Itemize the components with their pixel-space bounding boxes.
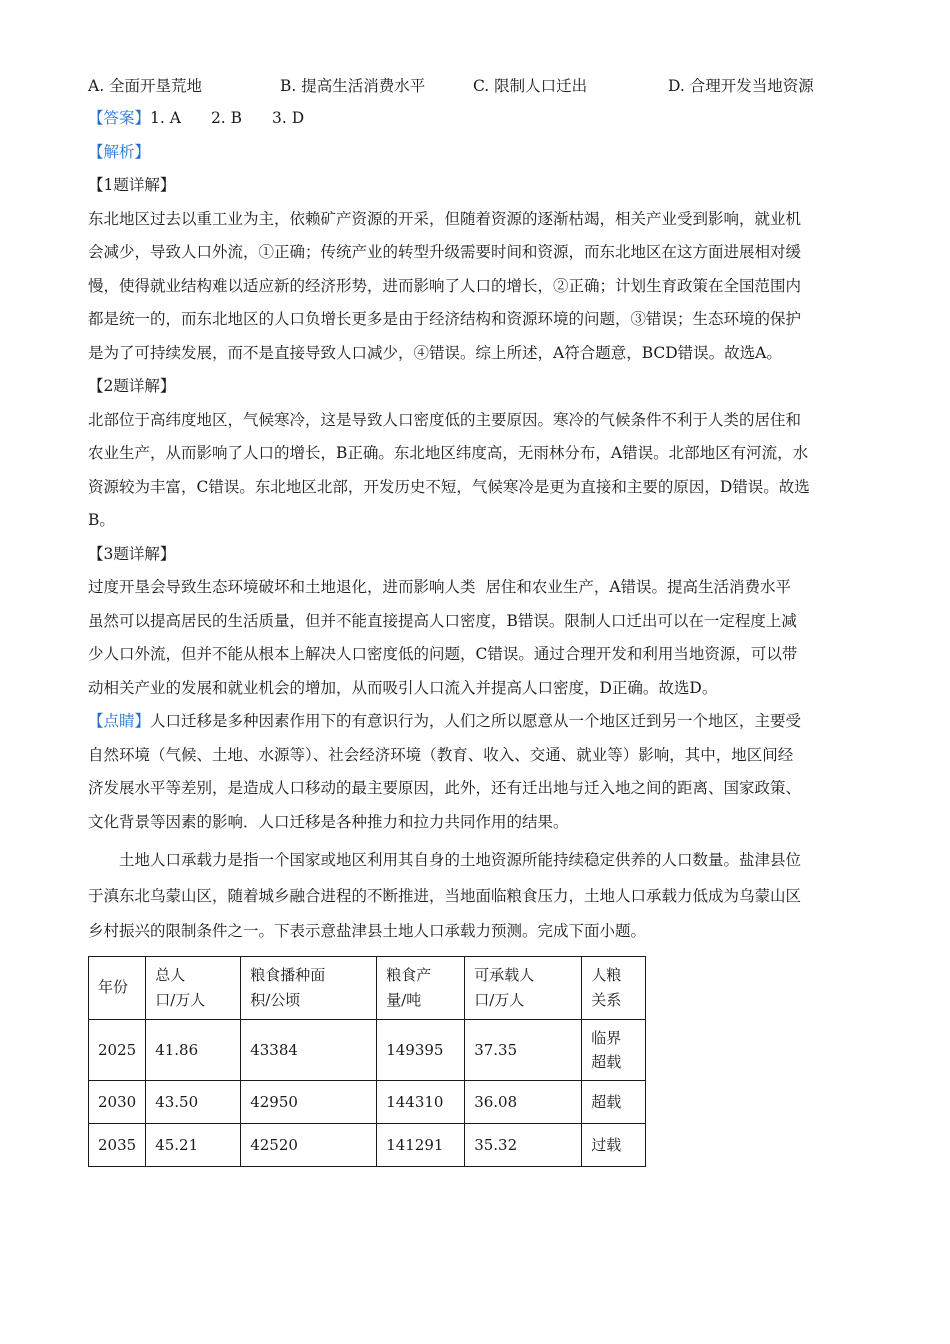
- answer-1: 1. A: [150, 109, 181, 127]
- tip-line: 文化背景等因素的影响．人口迁移是各种推力和拉力共同作用的结果。: [88, 812, 569, 831]
- cell-population: 45.21: [146, 1123, 241, 1166]
- cell-relation: [582, 1123, 646, 1166]
- answer-options: [88, 70, 866, 102]
- tip-tag: 【点睛】: [88, 712, 151, 730]
- answer-3: 3. D: [272, 109, 305, 127]
- tip-first-line: [88, 705, 866, 739]
- header-text: 粮食产: [386, 965, 432, 984]
- table-header-row: [89, 956, 646, 1019]
- option-a: A. 全面开垦荒地: [88, 77, 203, 95]
- q1-body: [88, 203, 866, 371]
- cell-output: 144310: [377, 1080, 465, 1123]
- q1-line: 慢，使得就业结构难以适应新的经济形势，进而影响了人口的增长，②正确；计划生育政策在全国范围内: [88, 276, 802, 295]
- cell-relation: [582, 1019, 646, 1080]
- cell-area: 43384: [241, 1019, 377, 1080]
- cell-output: 141291: [377, 1123, 465, 1166]
- header-area: [241, 956, 377, 1019]
- relation-text: 过载: [591, 1136, 622, 1154]
- cell-area: 42520: [241, 1123, 377, 1166]
- header-year: [89, 956, 146, 1019]
- analysis-tag: 【解析】: [88, 142, 151, 161]
- q2-line: 资源较为丰富，C错误。东北地区北部，开发历史不短，气候寒冷是更为直接和主要的原因，D错误。故选: [88, 477, 810, 496]
- cell-area: 42950: [241, 1080, 377, 1123]
- q3-line: 动相关产业的发展和就业机会的增加，从而吸引人口流入并提高人口密度，D正确。故选D。: [88, 678, 718, 697]
- table-row: [89, 1123, 646, 1166]
- cell-population: 41.86: [146, 1019, 241, 1080]
- header-text: 量/吨: [386, 990, 422, 1009]
- cell-output: 149395: [377, 1019, 465, 1080]
- option-b: B. 提高生活消费水平: [280, 77, 426, 95]
- q3-line: 过度开垦会导致生态环境破坏和土地退化，进而影响人类 居住和农业生产，A错误。提高生活消费水平: [88, 578, 792, 596]
- q3-line: 虽然可以提高居民的生活质量，但并不能直接提高人口密度，B错误。限制人口迁出可以在一定程度上减: [88, 611, 797, 630]
- header-text: 粮食播种面: [250, 965, 326, 984]
- cell-population: 43.50: [146, 1080, 241, 1123]
- q1-line: 东北地区过去以重工业为主，依赖矿产资源的开采，但随着资源的逐渐枯竭，相关产业受到影响，就业机: [88, 209, 802, 228]
- table-row: [89, 1080, 646, 1123]
- table-row: [89, 1019, 646, 1080]
- q3-title: 【3题详解】: [88, 544, 176, 563]
- q3-body: [88, 571, 866, 705]
- tip-first-text: 人口迁移是多种因素作用下的有意识行为，人们之所以愿意从一个地区迁到另一个地区，主要受: [150, 712, 802, 730]
- q2-line: 农业生产，从而影响了人口的增长，B正确。东北地区纬度高，无雨林分布，A错误。北部地区有河流，水: [88, 444, 809, 462]
- q2-line: 北部位于高纬度地区，气候寒冷，这是导致人口密度低的主要原因。寒冷的气候条件不利于人类的居住和: [88, 410, 802, 429]
- header-text: 积/公顷: [250, 990, 301, 1009]
- cell-year: 2035: [89, 1123, 146, 1166]
- carrying-capacity-table: [88, 956, 646, 1167]
- answer-tag: 【答案】: [88, 109, 151, 127]
- relation-text: 临界: [591, 1028, 622, 1047]
- passage-line: 于滇东北乌蒙山区，随着城乡融合进程的不断推进，当地面临粮食压力，土地人口承载力低成为乌蒙山区: [88, 886, 802, 905]
- relation-text: 超载: [591, 1052, 622, 1071]
- q1-title: 【1题详解】: [88, 176, 176, 194]
- document-page: [88, 70, 866, 1167]
- tip-line: 济发展水平等差别，是造成人口移动的最主要原因，此外，还有迁出地与迁入地之间的距离、国家政策、: [88, 779, 802, 797]
- header-population: [146, 956, 241, 1019]
- passage-line: 乡村振兴的限制条件之一。下表示意盐津县土地人口承载力预测。完成下面小题。: [88, 922, 647, 940]
- header-relation: [582, 956, 646, 1019]
- relation-text: 超载: [591, 1093, 622, 1111]
- answer-2: 2. B: [210, 109, 243, 127]
- q1-line: 都是统一的，而东北地区的人口负增长更多是由于经济结构和资源环境的问题，③错误；生态环境的保护: [88, 310, 802, 328]
- q2-title: 【2题详解】: [88, 377, 176, 395]
- option-d: D. 合理开发当地资源: [668, 77, 814, 95]
- header-text: 口/万人: [474, 990, 525, 1009]
- tip-line: 自然环境（气候、土地、水源等）、社会经济环境（教育、收入、交通、就业等）影响，其中，地区间经: [88, 745, 794, 764]
- q2-body: [88, 404, 866, 538]
- cell-capacity: 36.08: [465, 1080, 582, 1123]
- header-text: 人粮: [591, 965, 622, 984]
- answer-line: [88, 102, 866, 136]
- cell-year: 2030: [89, 1080, 146, 1123]
- header-text: 口/万人: [155, 990, 206, 1009]
- header-capacity: [465, 956, 582, 1019]
- header-text: 关系: [591, 990, 622, 1009]
- cell-year: 2025: [89, 1019, 146, 1080]
- cell-relation: [582, 1080, 646, 1123]
- option-c: C. 限制人口迁出: [473, 77, 588, 95]
- q1-line: 会减少，导致人口外流，①正确；传统产业的转型升级需要时间和资源，而东北地区在这方面进展相对缓: [88, 243, 802, 261]
- header-output: [377, 956, 465, 1019]
- q1-line: 是为了可持续发展，而不是直接导致人口减少，④错误。综上所述，A符合题意，BCD错误。故选A。: [88, 343, 782, 362]
- q2-line: B。: [88, 511, 115, 529]
- passage-line: 土地人口承载力是指一个国家或地区利用其自身的土地资源所能持续稳定供养的人口数量。盐津县位: [119, 851, 802, 869]
- cell-capacity: 35.32: [465, 1123, 582, 1166]
- q3-line: 少人口外流，但并不能从根本上解决人口密度低的问题，C错误。通过合理开发和利用当地资源，可以带: [88, 645, 798, 663]
- cell-capacity: 37.35: [465, 1019, 582, 1080]
- header-text: 总人: [155, 965, 186, 984]
- header-text: 年份: [98, 978, 129, 996]
- header-text: 可承载人: [474, 965, 535, 984]
